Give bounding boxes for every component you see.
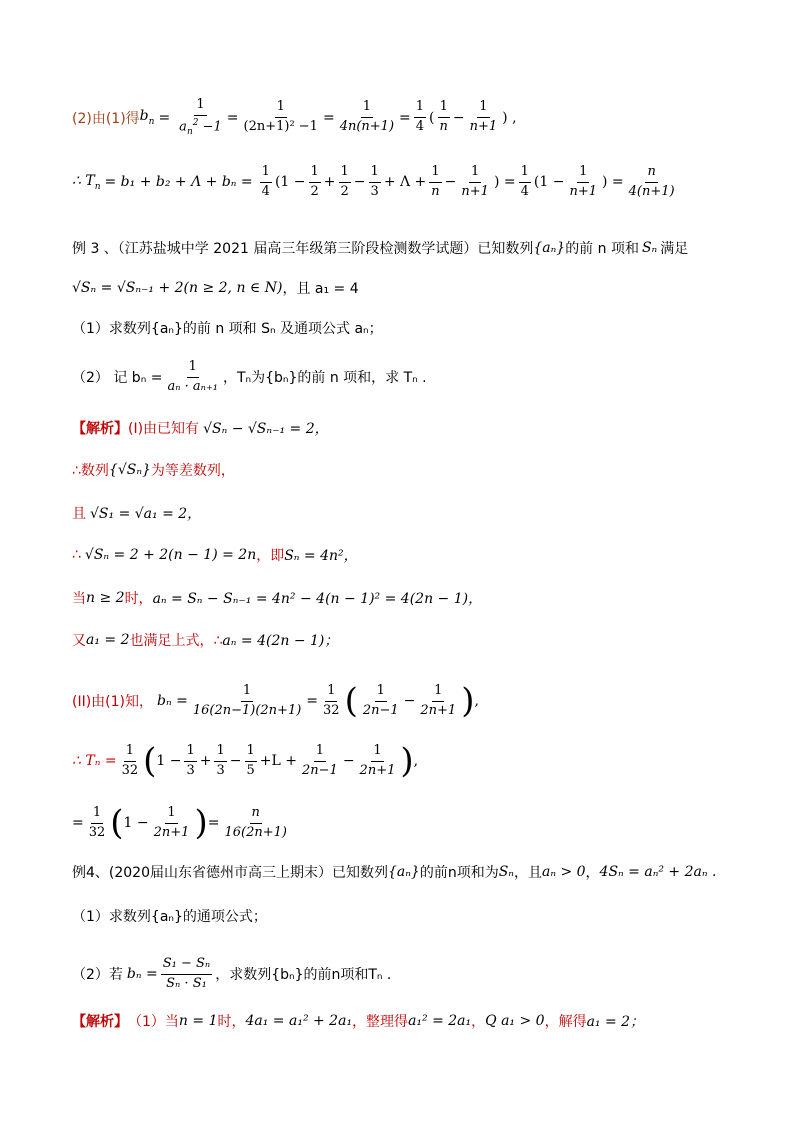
fraction-1: $\frac{1}{16(2n-1)(2n+1)}$ xyxy=(192,683,302,718)
solution-line-1 xyxy=(72,418,754,438)
solution-math: a₁ = 2 xyxy=(86,632,130,648)
solution-math: n ≥ 2 xyxy=(86,590,125,606)
example-3-end: 满足 xyxy=(660,241,689,257)
fraction-1: $\frac{1}{32}$ xyxy=(121,743,139,778)
solution-line-9: = $\frac{1}{32}$ ( 1 − $\frac{1}{2n+1}$ ) = $\frac{n}{16(2n+1)}$ xyxy=(72,803,287,844)
solution-text: ∴ xyxy=(72,547,81,563)
solution-text-mid-2: ，整理得 xyxy=(352,1014,409,1030)
fraction-2: $\frac{1}{2n+1}$ xyxy=(153,805,190,840)
analysis-tag: 【解析】 xyxy=(72,421,128,437)
example-3-text: 例 3 、（江苏盐城中学 2021 届高三年级第三阶段检测数学试题）已知数列 xyxy=(72,241,534,257)
b-n-def: bₙ = xyxy=(126,966,158,983)
solution-math: √Sₙ − √Sₙ₋₁ = 2， xyxy=(203,421,329,437)
solution-text-mid-3: ， xyxy=(471,1014,486,1030)
solution-text-mid: 时， xyxy=(217,1014,246,1030)
solution-text: 又 xyxy=(72,633,86,649)
b-n-symbol: $b_n$ xyxy=(139,108,155,127)
analysis-tag: 【解析】 xyxy=(72,1014,128,1030)
question-1-text: （1）求数列{aₙ}的前 n 项和 Sₙ 及通项公式 aₙ； xyxy=(72,321,383,337)
fraction-2: $\frac{1}{\text{(2n+1)² −1}}$ xyxy=(243,99,318,135)
equals: = xyxy=(158,109,171,126)
solution-text-mid: 也满足上式，∴ xyxy=(129,633,223,649)
question-2-tail: ，Tₙ为{bₙ}的前 n 项和，求 Tₙ . xyxy=(222,370,427,387)
question-1-text: （1）求数列{aₙ}的通项公式； xyxy=(72,909,267,925)
solution-line-4 xyxy=(72,545,754,565)
solution-text: (I)由已知有 xyxy=(128,421,200,437)
sequence-symbol: {aₙ} xyxy=(388,864,420,880)
line-b-n-expression: (2)由(1)得 $b_n$ = $\frac{1}{a_n^2 -1}$ = $\frac{1}{\text{(2n+1)² −1}}$ = $\frac{1}{4n(n+1)}$ = $\frac{1}{4}$ ( $\frac{1}{n}$ − $\frac{1}{n+1}$ ) , xyxy=(72,97,517,137)
fraction-1: $\frac{1}{a_n^2 -1}$ xyxy=(179,97,222,137)
example-4-mid2: ，且 xyxy=(513,865,542,881)
solution-line-2 xyxy=(72,460,754,480)
question-2-text: （2）若 xyxy=(72,967,123,984)
solution-text: 且 xyxy=(72,506,86,522)
fraction-3: $\frac{n}{16(2n+1)}$ xyxy=(224,805,287,840)
fraction-6: $\frac{1}{n+1}$ xyxy=(469,99,498,135)
fraction-5: $\frac{1}{2n-1}$ xyxy=(302,743,338,778)
paren-open: (1 − xyxy=(274,174,306,191)
example-4-title xyxy=(72,862,754,882)
solution-text: ∴数列 xyxy=(72,463,109,479)
solution-math-2: 4a₁ = a₁² + 2a₁ xyxy=(245,1013,353,1029)
fraction-4: $\frac{1}{5}$ xyxy=(246,743,255,778)
fraction-1: $\frac{1}{32}$ xyxy=(88,805,106,840)
solution-math-2: aₙ = Sₙ − Sₙ₋₁ = 4n² − 4(n − 1)² = 4(2n − 1)， xyxy=(152,591,483,607)
solution-math: √Sₙ = 2 + 2(n − 1) = 2n xyxy=(84,547,257,563)
fraction-4: $\frac{1}{4}$ xyxy=(415,99,425,135)
question-2-fraction: $\frac{\text{S₁ − Sₙ}}{\text{Sₙ · S₁}}$ xyxy=(162,956,211,991)
fraction-3: $\frac{1}{2}$ xyxy=(340,164,349,199)
T-n-def: ∴ Tₙ = xyxy=(72,753,117,770)
fraction-8: $\frac{1}{n+1}$ xyxy=(569,164,597,199)
fraction-4: $\frac{1}{3}$ xyxy=(370,164,379,199)
solution-text-mid: 时， xyxy=(124,591,153,607)
example-3-title xyxy=(72,238,754,258)
fraction-5: $\frac{1}{n}$ xyxy=(431,164,440,199)
solution-math-3: a₁² = 2a₁ xyxy=(408,1013,472,1029)
solution-math: {√Sₙ} xyxy=(108,462,151,478)
solution-math-2: Sₙ = 4n²， xyxy=(284,548,358,564)
example-3-question-1 xyxy=(72,318,754,338)
example-4-question-2 xyxy=(72,957,754,992)
b-n-def: bₙ = xyxy=(157,693,188,710)
solution-line-5 xyxy=(72,588,754,608)
solution-math-5: a₁ = 2； xyxy=(586,1014,645,1030)
example-4-mid: 的前n项和为 xyxy=(419,865,499,881)
fraction-2: $\frac{1}{2}$ xyxy=(310,164,319,199)
fraction-4: $\frac{1}{2n+1}$ xyxy=(420,683,457,718)
solution-line-6 xyxy=(72,630,754,650)
question-2-text: （2） 记 bₙ = xyxy=(72,370,163,387)
line-T-n-sum: ∴ $T_n$ = b₁ + b₂ + Λ + bₙ = $\frac{1}{4}$ (1 − $\frac{1}{2}$ + $\frac{1}{2}$ − $\frac{1}{3}$ + Λ + $\frac{1}{n}$ − $\frac{1}{n+1}$ ) = $\frac{1}{4}$ (1 − $\frac{1}{n+1}$ ) = $\frac{n}{4(n+1)}$ xyxy=(72,164,675,199)
ellipsis: + Λ + xyxy=(383,174,427,191)
solution-line-10 xyxy=(72,1011,754,1031)
solution-text-mid-4: ，解得 xyxy=(544,1014,587,1030)
solution-math-2: aₙ = 4(2n − 1)； xyxy=(222,633,339,649)
fraction-3: $\frac{1}{4n(n+1)}$ xyxy=(339,99,395,135)
comma: ， xyxy=(585,865,600,881)
example-3-mid: 的前 n 项和 xyxy=(565,241,639,257)
solution-line-3 xyxy=(72,503,754,523)
sum-expr: = b₁ + b₂ + Λ + bₙ = xyxy=(104,174,253,191)
question-2-tail: ，求数列{bₙ}的前n项和Tₙ . xyxy=(215,967,392,984)
condition-initial: ，且 a₁ = 4 xyxy=(282,281,359,297)
fraction-6: $\frac{1}{2n+1}$ xyxy=(359,743,396,778)
solution-math-4: Q a₁ > 0 xyxy=(485,1013,545,1029)
tail: ) , xyxy=(502,109,517,126)
example-3-condition xyxy=(72,278,754,298)
solution-text-mid: ，即 xyxy=(256,548,285,564)
ellipsis: +L + xyxy=(259,753,297,770)
condition-formula: √Sₙ = √Sₙ₋₁ + 2(n ≥ 2, n ∈ N) xyxy=(72,280,283,296)
question-2-fraction: $\frac{1}{\text{aₙ · aₙ₊₁}}$ xyxy=(167,359,218,394)
solution-text: （1）当 xyxy=(128,1014,179,1030)
fraction-7: $\frac{1}{4}$ xyxy=(520,164,529,199)
solution-text: (II)由(1)知， xyxy=(72,694,154,711)
sequence-symbol: {aₙ} xyxy=(533,240,566,256)
solution-math: n = 1 xyxy=(178,1013,218,1029)
fraction-5: $\frac{1}{n}$ xyxy=(439,99,448,135)
condition-2: 4Sₙ = aₙ² + 2aₙ . xyxy=(599,864,717,880)
S-n-symbol: Sₙ xyxy=(498,864,514,880)
solution-line-8: ∴ Tₙ = $\frac{1}{32}$ ( 1 − $\frac{1}{3}$ + $\frac{1}{3}$ − $\frac{1}{5}$ +L + $\frac{1}{2n-1}$ − $\frac{1}{2n+1}$ ) , xyxy=(72,741,419,782)
S-n-symbol: Sₙ xyxy=(641,240,658,256)
fraction-6: $\frac{1}{n+1}$ xyxy=(461,164,489,199)
example-3-question-2 xyxy=(72,360,754,395)
equals: = xyxy=(72,815,84,832)
solution-text-end: 为等差数列， xyxy=(150,463,235,479)
fraction-2: $\frac{1}{32}$ xyxy=(323,683,340,718)
solution-text: 当 xyxy=(72,591,86,607)
fraction-2: $\frac{1}{3}$ xyxy=(186,743,195,778)
part-label: (2)由(1)得 xyxy=(72,110,140,127)
example-4-question-1 xyxy=(72,906,754,926)
fraction-3: $\frac{1}{3}$ xyxy=(216,743,225,778)
condition-1: aₙ > 0 xyxy=(541,864,586,880)
solution-line-7: (II)由(1)知， bₙ = $\frac{1}{16(2n-1)(2n+1)}$ = $\frac{1}{32}$ ( $\frac{1}{2n-1}$ − $\frac{1}{2n+1}$ ) , xyxy=(72,681,479,722)
example-4-text: 例4、(2020届山东省德州市高三上期末）已知数列 xyxy=(72,865,388,881)
fraction-9: $\frac{n}{4(n+1)}$ xyxy=(628,164,675,199)
solution-math: √S₁ = √a₁ = 2， xyxy=(90,506,202,522)
fraction-3: $\frac{1}{2n-1}$ xyxy=(362,683,399,718)
fraction-1: $\frac{1}{4}$ xyxy=(261,164,270,199)
T-n-symbol: ∴ $T_n$ xyxy=(72,173,101,192)
